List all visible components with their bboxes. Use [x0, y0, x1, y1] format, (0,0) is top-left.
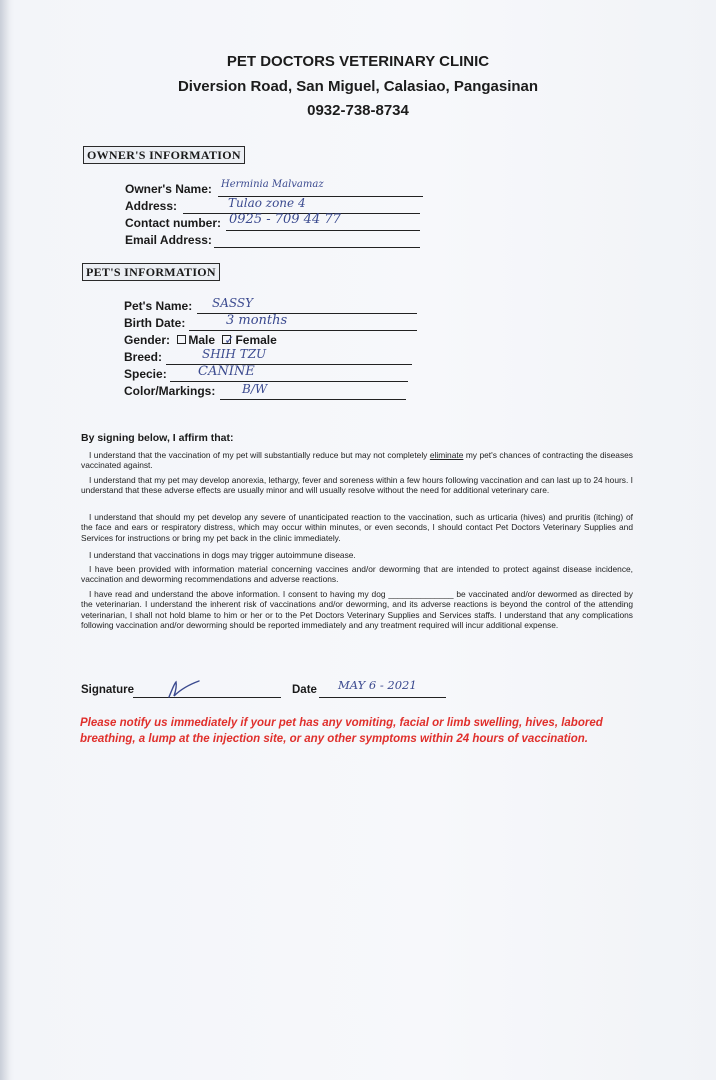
affirm-p1-before: I understand that the vaccination of my pet will substantially reduce but may not completely: [89, 450, 430, 460]
female-check-mark-icon: ✓: [224, 333, 235, 347]
pet-section-title: PET'S INFORMATION: [82, 263, 220, 281]
contact-field: [125, 216, 221, 230]
owner-name-value: Herminia Malvamaz: [221, 179, 324, 190]
affirm-paragraph-1: [81, 450, 633, 471]
owner-section-title: OWNER'S INFORMATION: [83, 146, 245, 164]
gender-label: Gender:: [124, 333, 171, 347]
address-label: Address:: [125, 199, 178, 213]
specie-field: [124, 367, 167, 381]
affirm-p5-text: I have been provided with information material concerning vaccines and/or deworming that are intended to protect against disease incidence, vaccination and deworming recommendations and adverse reactions.: [81, 564, 633, 585]
birth-date-value: 3 months: [226, 313, 288, 328]
notice-text: Please notify us immediately if your pet has any vomiting, facial or limb swelling, hives, labored breathing, a lump at the injection site, or any other symptoms within 24 hours of vaccination.: [80, 717, 603, 745]
breed-value: SHIH TZU: [202, 347, 267, 361]
birth-date-field: [124, 316, 185, 330]
affirm-paragraph-2: [81, 475, 633, 496]
color-field: [124, 384, 215, 398]
female-option-label: Female: [235, 333, 277, 347]
page-edge-shadow: [0, 0, 10, 1080]
signature-mark: [166, 678, 206, 700]
contact-label: Contact number:: [125, 216, 221, 230]
address-value: Tulao zone 4: [228, 196, 306, 210]
signature-line[interactable]: [133, 697, 281, 698]
clinic-phone: 0932-738-8734: [307, 102, 409, 119]
affirm-heading: By signing below, I affirm that:: [81, 432, 234, 444]
birth-date-label: Birth Date:: [124, 316, 186, 330]
affirm-paragraph-4: [81, 550, 633, 560]
pet-name-field: [124, 299, 192, 313]
signature-label: Signature: [81, 684, 135, 696]
clinic-address: Diversion Road, San Miguel, Calasiao, Pangasinan: [177, 78, 539, 95]
email-line: [214, 247, 420, 248]
color-label: Color/Markings:: [124, 384, 216, 398]
date-value: MAY 6 - 2021: [338, 678, 417, 692]
affirm-p4-text: I understand that vaccinations in dogs may trigger autoimmune disease.: [89, 550, 356, 560]
pet-name-value: SASSY: [212, 296, 254, 310]
breed-field: [124, 350, 162, 364]
clinic-name: PET DOCTORS VETERINARY CLINIC: [226, 53, 490, 70]
affirm-p1-underlined: eliminate: [429, 450, 464, 460]
contact-value: 0925 - 709 44 77: [229, 212, 341, 227]
contact-line: [226, 230, 420, 231]
affirm-paragraph-3: [81, 512, 633, 543]
affirm-p6-text: I have read and understand the above information. I consent to having my dog ______________ be vaccinated and/or dewormed as directed by the veterinarian. I understand the inherent risk of vaccinations and/or deworming, and its adverse reactions is beyond the control of the attending veterinarian, I shall not hold blame to him or her or to the Pet Doctors Veterinary Supplies and Services staffs. I understand that any complications following vaccination and/or deworming should be reported immediately and any treatment required will incur additional expense.: [81, 589, 633, 631]
affirm-paragraph-6: [81, 589, 633, 631]
affirm-p1-after: my pet's chances of contracting the diseases vaccinated against.: [81, 450, 633, 471]
address-field: [125, 199, 177, 213]
owner-name-field: [125, 182, 212, 196]
color-line: [220, 399, 406, 400]
email-field: [125, 233, 212, 247]
male-option-label: Male: [188, 333, 216, 347]
date-label: Date: [292, 684, 317, 696]
owner-name-label: Owner's Name:: [125, 182, 212, 196]
birth-date-line: [189, 330, 417, 331]
male-checkbox[interactable]: [177, 335, 186, 344]
breed-label: Breed:: [124, 350, 163, 364]
specie-value: CANINE: [198, 364, 255, 379]
date-line[interactable]: [319, 697, 446, 698]
pet-name-label: Pet's Name:: [124, 299, 193, 313]
specie-label: Specie:: [124, 367, 167, 381]
email-label: Email Address:: [125, 233, 212, 247]
affirm-p3-text: I understand that should my pet develop any severe of unanticipated reaction to the vaccination, such as urticaria (hives) and pruritis (itching) of the face and ears or respiratory distress, which may occur within minutes, or even seconds, I should contact Pet Doctors Veterinary Supplies and Services for instructions or bring my pet back in the clinic immediately.: [81, 512, 633, 543]
gender-field: [124, 333, 277, 347]
affirm-p2-text: I understand that my pet may develop anorexia, lethargy, fever and soreness within a few hours following vaccination and can last up to 24 hours. I understand that these adverse effects are usually minor and will usually resolve without the need for additional veterinary care.: [81, 475, 633, 496]
color-value: B/W: [242, 382, 268, 396]
affirm-paragraph-5: [81, 564, 633, 585]
specie-line: [170, 381, 408, 382]
